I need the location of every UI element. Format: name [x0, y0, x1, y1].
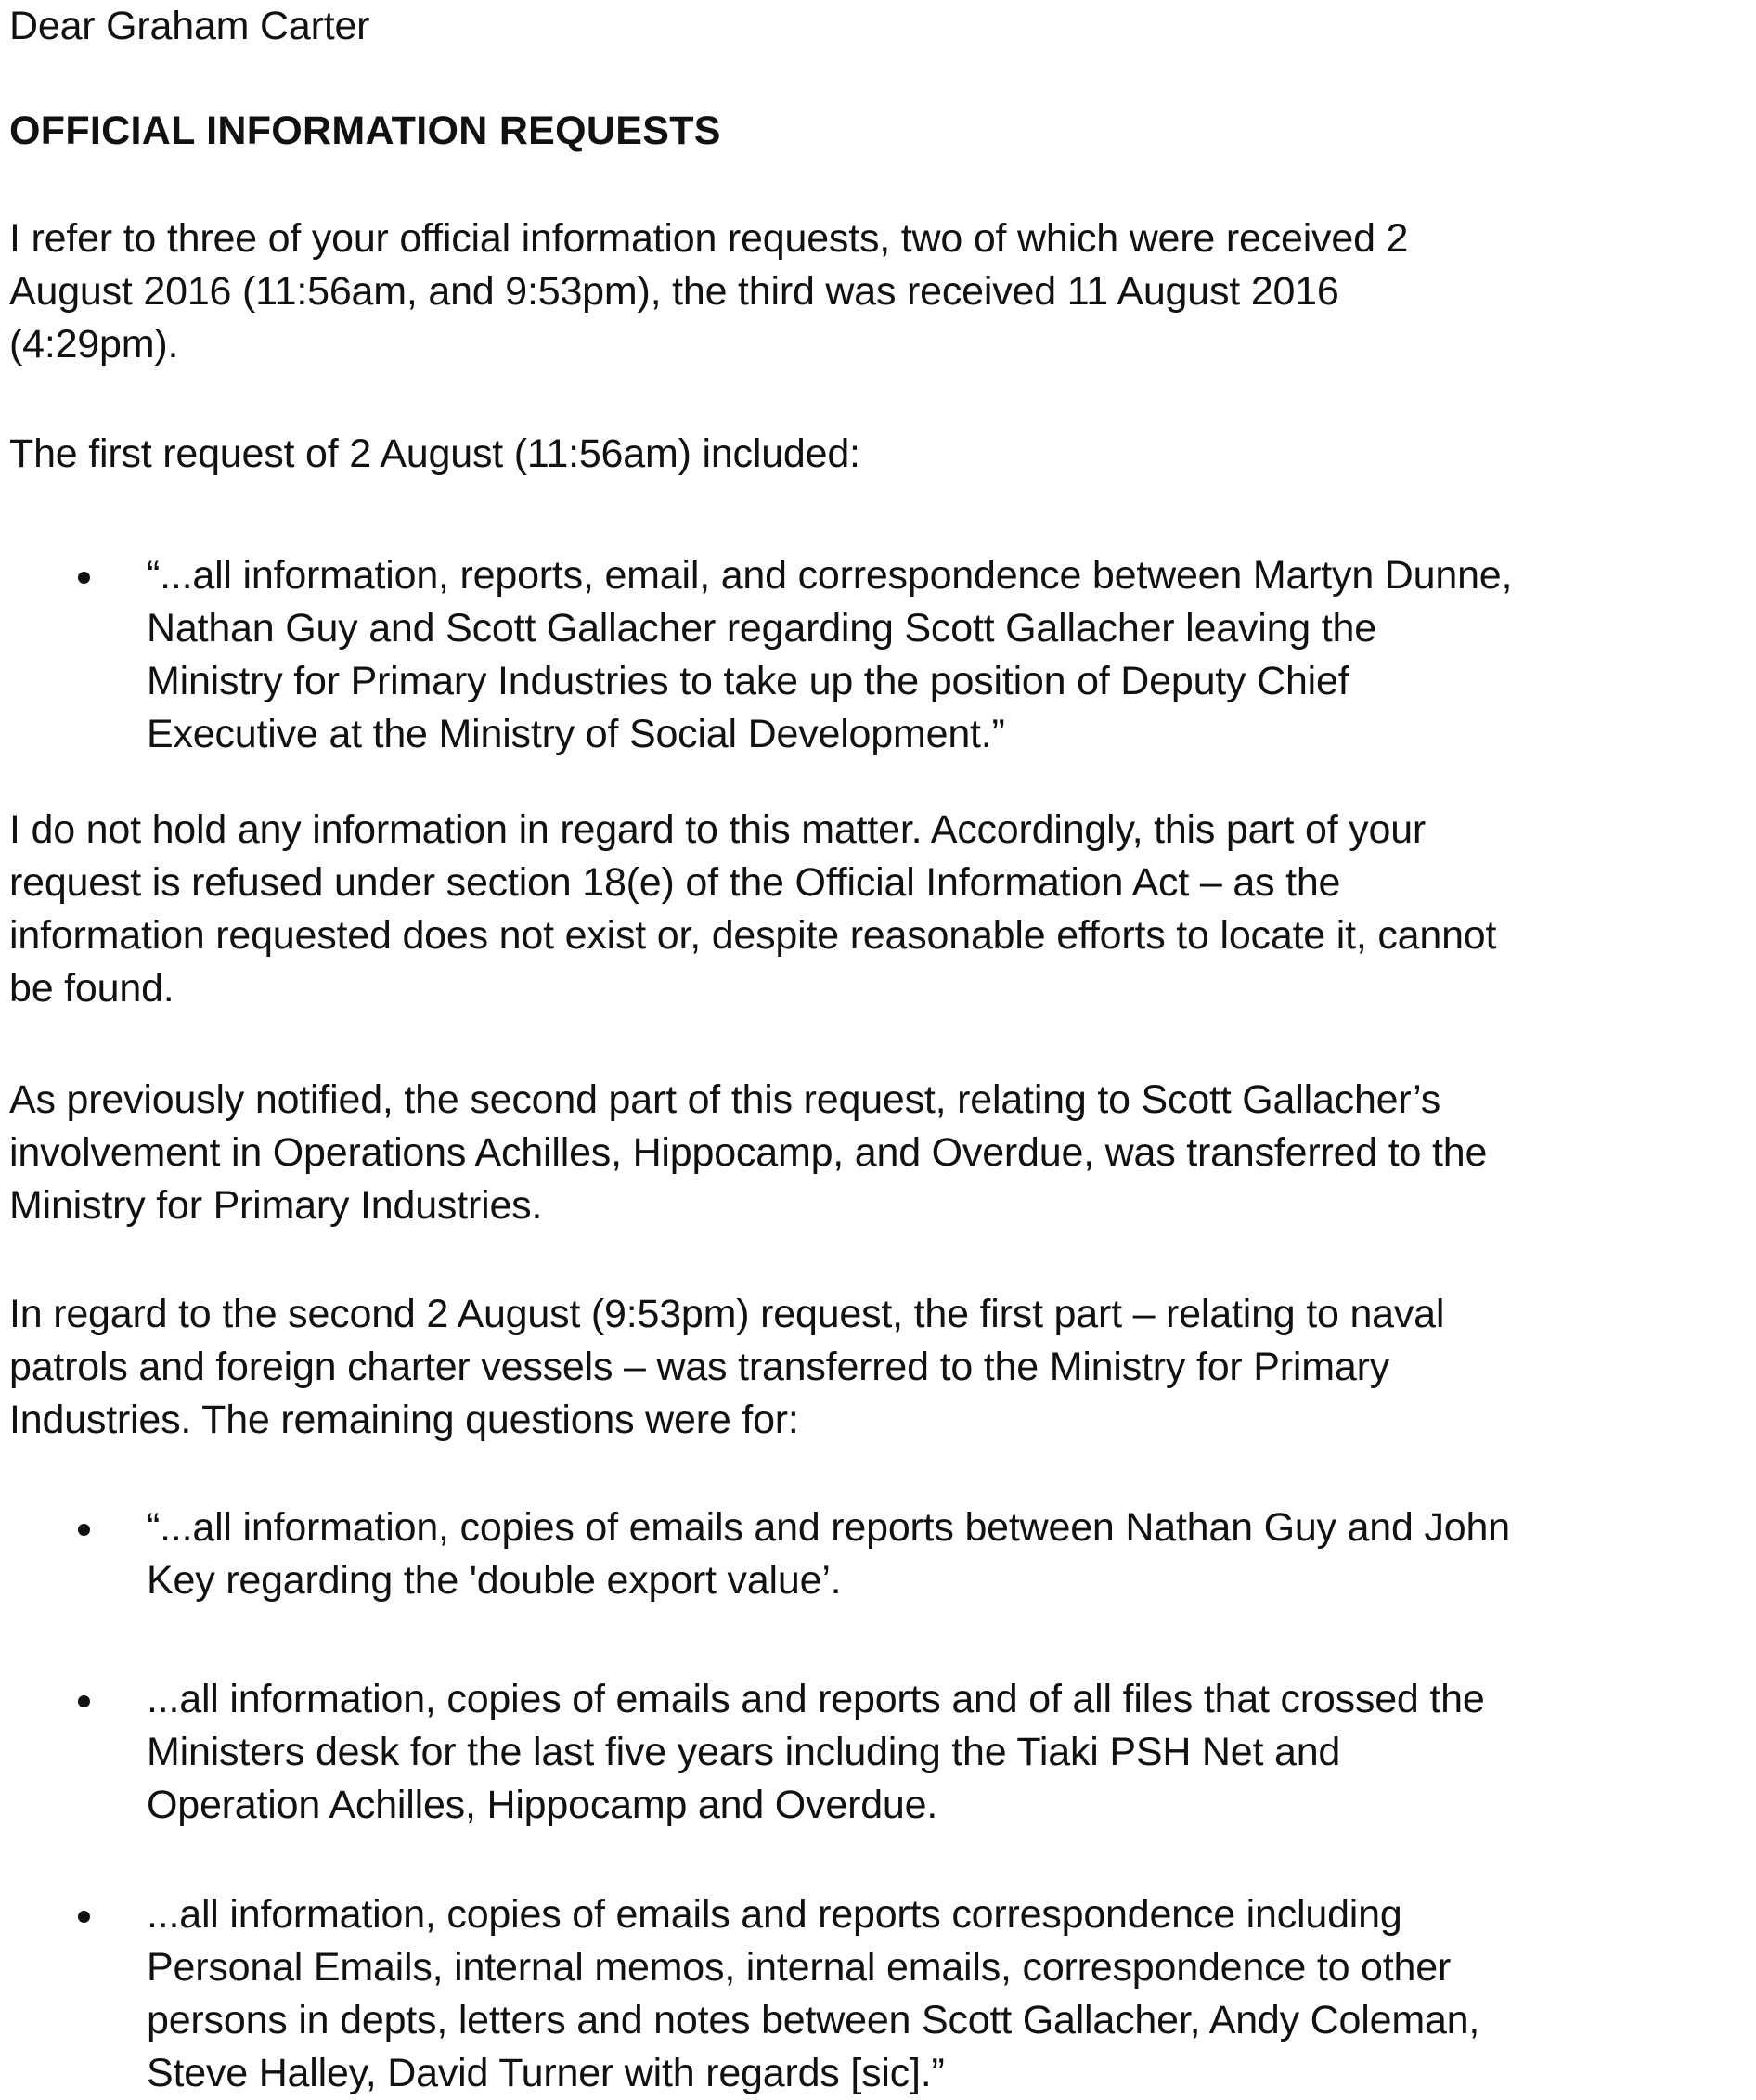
intro-line: August 2016 (11:56am, and 9:53pm), the third was received 11 August 2016 — [9, 269, 1339, 314]
refusal-line: I do not hold any information in regard to this matter. Accordingly, this part of your — [9, 807, 1427, 852]
transfer-line: As previously notified, the second part of this request, relating to Scott Gallacher’s — [9, 1077, 1440, 1122]
second-request-line: Industries. The remaining questions were for: — [9, 1398, 799, 1442]
bullet-line: ...all information, copies of emails and reports correspondence including — [147, 1892, 1402, 1937]
bullet-line: “...all information, reports, email, and correspondence between Martyn Dunne, — [147, 553, 1513, 598]
refusal-paragraph — [9, 804, 1496, 1015]
bullet-text — [147, 549, 1512, 761]
second-request-line: In regard to the second 2 August (9:53pm) request, the first part – relating to naval — [9, 1292, 1445, 1336]
second-request-paragraph — [9, 1288, 1444, 1447]
refusal-line: be found. — [9, 966, 174, 1011]
bullet-icon — [78, 572, 90, 584]
bullet-line: Executive at the Ministry of Social Development.” — [147, 712, 1005, 756]
transfer-line: Ministry for Primary Industries. — [9, 1183, 543, 1228]
bullet-line: Key regarding the 'double export value’. — [147, 1558, 842, 1603]
bullet-line: Operation Achilles, Hippocamp and Overdue. — [147, 1783, 938, 1827]
salutation: Dear Graham Carter — [9, 4, 370, 48]
bullet-text — [147, 1673, 1485, 1832]
bullet-line: ...all information, copies of emails and reports and of all files that crossed the — [147, 1677, 1485, 1721]
letter-heading: OFFICIAL INFORMATION REQUESTS — [9, 109, 721, 153]
transfer-paragraph — [9, 1074, 1487, 1232]
refusal-line: information requested does not exist or, despite reasonable efforts to locate it, cannot — [9, 913, 1497, 958]
bullet-text — [147, 1501, 1510, 1607]
bullet-line: Nathan Guy and Scott Gallacher regarding Scott Gallacher leaving the — [147, 606, 1376, 651]
intro-paragraph — [9, 213, 1408, 371]
intro-line: I refer to three of your official information requests, two of which were received 2 — [9, 216, 1409, 261]
first-request-paragraph: The first request of 2 August (11:56am) included: — [9, 432, 860, 476]
bullet-line: Ministry for Primary Industries to take up the position of Deputy Chief — [147, 659, 1349, 703]
transfer-line: involvement in Operations Achilles, Hippocamp, and Overdue, was transferred to the — [9, 1130, 1488, 1175]
bullet-icon — [78, 1695, 90, 1707]
bullet-line: Personal Emails, internal memos, internal emails, correspondence to other — [147, 1945, 1452, 1990]
bullet-text — [147, 1888, 1479, 2100]
second-request-line: patrols and foreign charter vessels – was transferred to the Ministry for Primary — [9, 1345, 1389, 1389]
bullet-line: Steve Halley, David Turner with regards [sic].” — [147, 2051, 945, 2095]
bullet-icon — [78, 1911, 90, 1923]
bullet-line: “...all information, copies of emails and reports between Nathan Guy and John — [147, 1505, 1510, 1550]
bullet-line: Ministers desk for the last five years including the Tiaki PSH Net and — [147, 1730, 1341, 1774]
bullet-line: persons in depts, letters and notes between Scott Gallacher, Andy Coleman, — [147, 1998, 1480, 2042]
refusal-line: request is refused under section 18(e) of the Official Information Act – as the — [9, 860, 1341, 905]
bullet-icon — [78, 1524, 90, 1536]
intro-line: (4:29pm). — [9, 322, 179, 367]
